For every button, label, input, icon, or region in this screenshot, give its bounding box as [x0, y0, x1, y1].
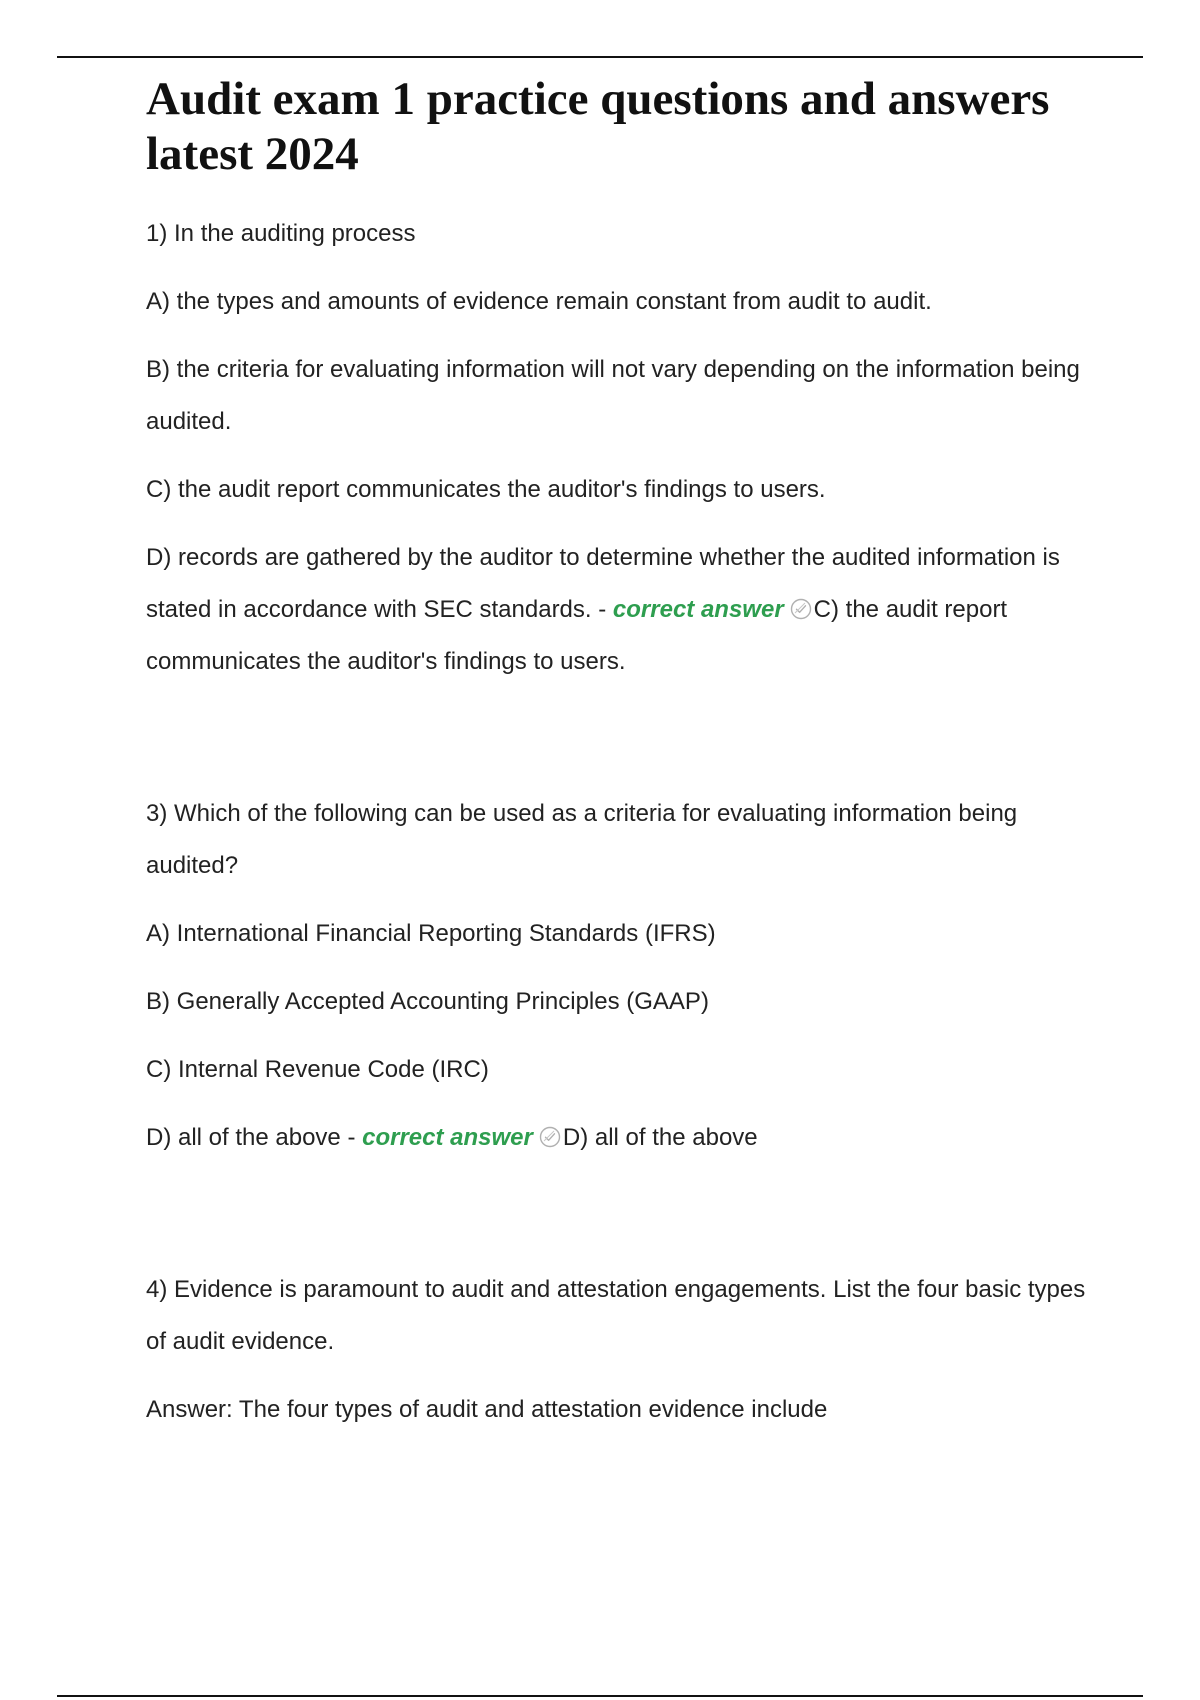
question-3-text: 3) Which of the following can be used as a criteria for evaluating information being audited? [146, 800, 1018, 879]
question-1-text: 1) In the auditing process [146, 220, 416, 247]
question-1-option-c: C) the audit report communicates the auditor's findings to users. [146, 476, 826, 503]
correct-answer-label: correct answer [362, 1124, 533, 1151]
check-circle-icon [790, 598, 812, 620]
correct-answer-label: correct answer [612, 596, 784, 623]
question-3-option-d: D) all of the above [146, 1124, 341, 1151]
section-gap [146, 704, 1096, 788]
question-4-answer-start: Answer: The four types of audit and attestation evidence include [146, 1396, 828, 1423]
check-circle-icon [539, 1126, 561, 1148]
answer-separator: - [340, 1124, 363, 1151]
question-1-option-b: B) the criteria for evaluating information will not vary depending on the information being audited. [146, 356, 1080, 435]
question-3-option-a: A) International Financial Reporting Standards (IFRS) [146, 920, 716, 947]
question-1-option-d: D) records are gathered by the auditor to determine whether the audited information is stated in accordance with SEC standards. [146, 544, 1060, 623]
question-3-option-d-with-answer [146, 1112, 1096, 1164]
question-1-answer: C) the audit report communicates the auditor's findings to users. [146, 596, 1008, 675]
question-4-text: 4) Evidence is paramount to audit and attestation engagements. List the four basic types of audit evidence. [146, 1276, 1086, 1355]
top-divider [57, 56, 1143, 58]
page-title: Audit exam 1 practice questions and answers latest 2024 [146, 73, 1050, 180]
answer-separator: - [591, 596, 613, 623]
question-3-option-b: B) Generally Accepted Accounting Principles (GAAP) [146, 988, 709, 1015]
section-gap [146, 1180, 1096, 1264]
question-1-option-d-with-answer [146, 532, 1096, 688]
document-body [146, 72, 1096, 1452]
question-3-answer: D) all of the above [562, 1124, 758, 1151]
bottom-divider [57, 1695, 1143, 1697]
question-1-option-a: A) the types and amounts of evidence remain constant from audit to audit. [146, 288, 932, 315]
question-3-option-c: C) Internal Revenue Code (IRC) [146, 1056, 489, 1083]
